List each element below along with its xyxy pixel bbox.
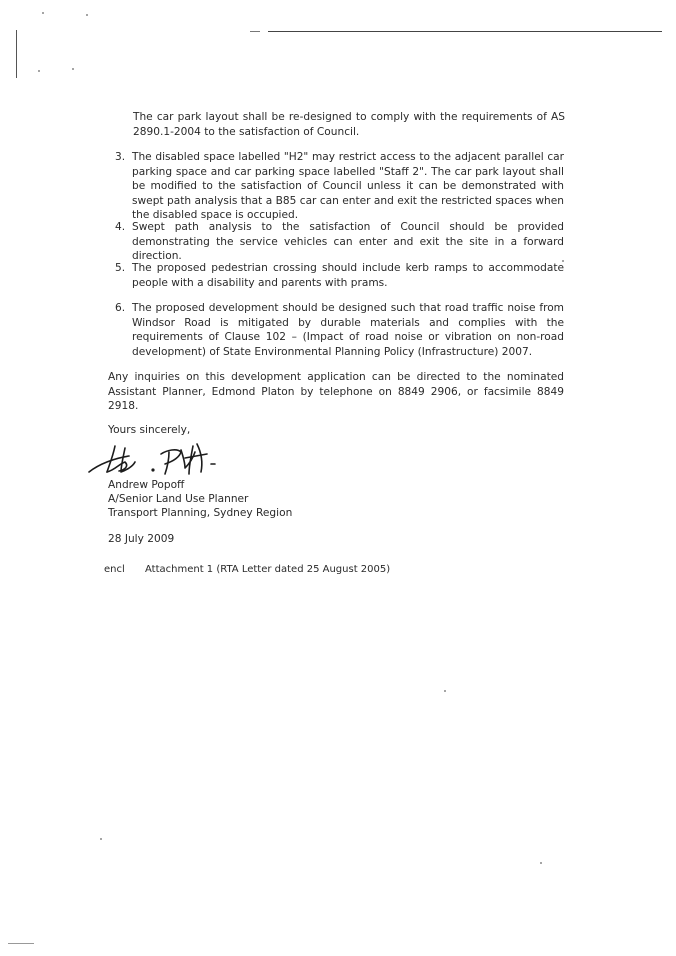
item-text: The proposed development should be designed such that road traffic noise from Windsor Road is mitigated by durable materials and complies with the requirements of Clause 102 – (Impact of road noise or vibration on non-road development) of State Environmental Planning Policy (Infrastructure) 2007.	[132, 302, 564, 358]
closing-salutation: Yours sincerely,	[108, 424, 191, 436]
enclosure-text: Attachment 1 (RTA Letter dated 25 August 2005)	[145, 564, 391, 575]
item-number: 5.	[115, 262, 126, 274]
item-text: The disabled space labelled "H2" may restrict access to the adjacent parallel car parking space and car parking space labelled "Staff 2". The car park layout shall be modified to the satisfaction of Council unless it can be demonstrated with swept path analysis that a B85 car can enter and exit the restricted spaces when the disabled space is occupied.	[132, 151, 564, 221]
handwritten-signature	[85, 440, 225, 478]
item-number: 6.	[115, 302, 126, 314]
header-rule	[268, 31, 662, 32]
scan-speck	[540, 862, 542, 864]
scan-speck	[72, 68, 74, 70]
continuation-paragraph: The car park layout shall be re-designed to comply with the requirements of AS 2890.1-2004 to the satisfaction of Council.	[133, 111, 565, 138]
list-item-5	[115, 261, 565, 291]
signatory-name: Andrew Popoff	[108, 479, 185, 491]
scan-speck	[38, 70, 40, 72]
item-text: Swept path analysis to the satisfaction of Council should be provided demonstrating the service vehicles can enter and exit the site in a forward direction.	[132, 221, 564, 262]
inquiries-paragraph: Any inquiries on this development application can be directed to the nominated Assistant Planner, Edmond Platon by telephone on 8849 2906, or facsimile 8849 2918.	[108, 371, 564, 412]
scan-speck	[562, 260, 564, 262]
item-text: The proposed pedestrian crossing should include kerb ramps to accommodate people with a disability and parents with prams.	[132, 262, 564, 289]
list-item-4	[115, 220, 565, 262]
list-item-3	[115, 150, 565, 221]
scan-speck	[42, 12, 44, 14]
list-item-6	[115, 301, 565, 361]
footer-rule-fragment	[8, 943, 34, 944]
letter-date: 28 July 2009	[108, 533, 175, 545]
scan-speck	[100, 838, 102, 840]
item-number: 3.	[115, 151, 126, 163]
signatory-unit: Transport Planning, Sydney Region	[108, 507, 293, 519]
scan-edge-mark	[16, 30, 17, 78]
scan-speck	[86, 14, 88, 16]
scan-speck	[444, 690, 446, 692]
signatory-title: A/Senior Land Use Planner	[108, 493, 249, 505]
header-rule-fragment	[250, 31, 260, 32]
enclosure-label: encl	[104, 564, 125, 575]
item-number: 4.	[115, 221, 126, 233]
